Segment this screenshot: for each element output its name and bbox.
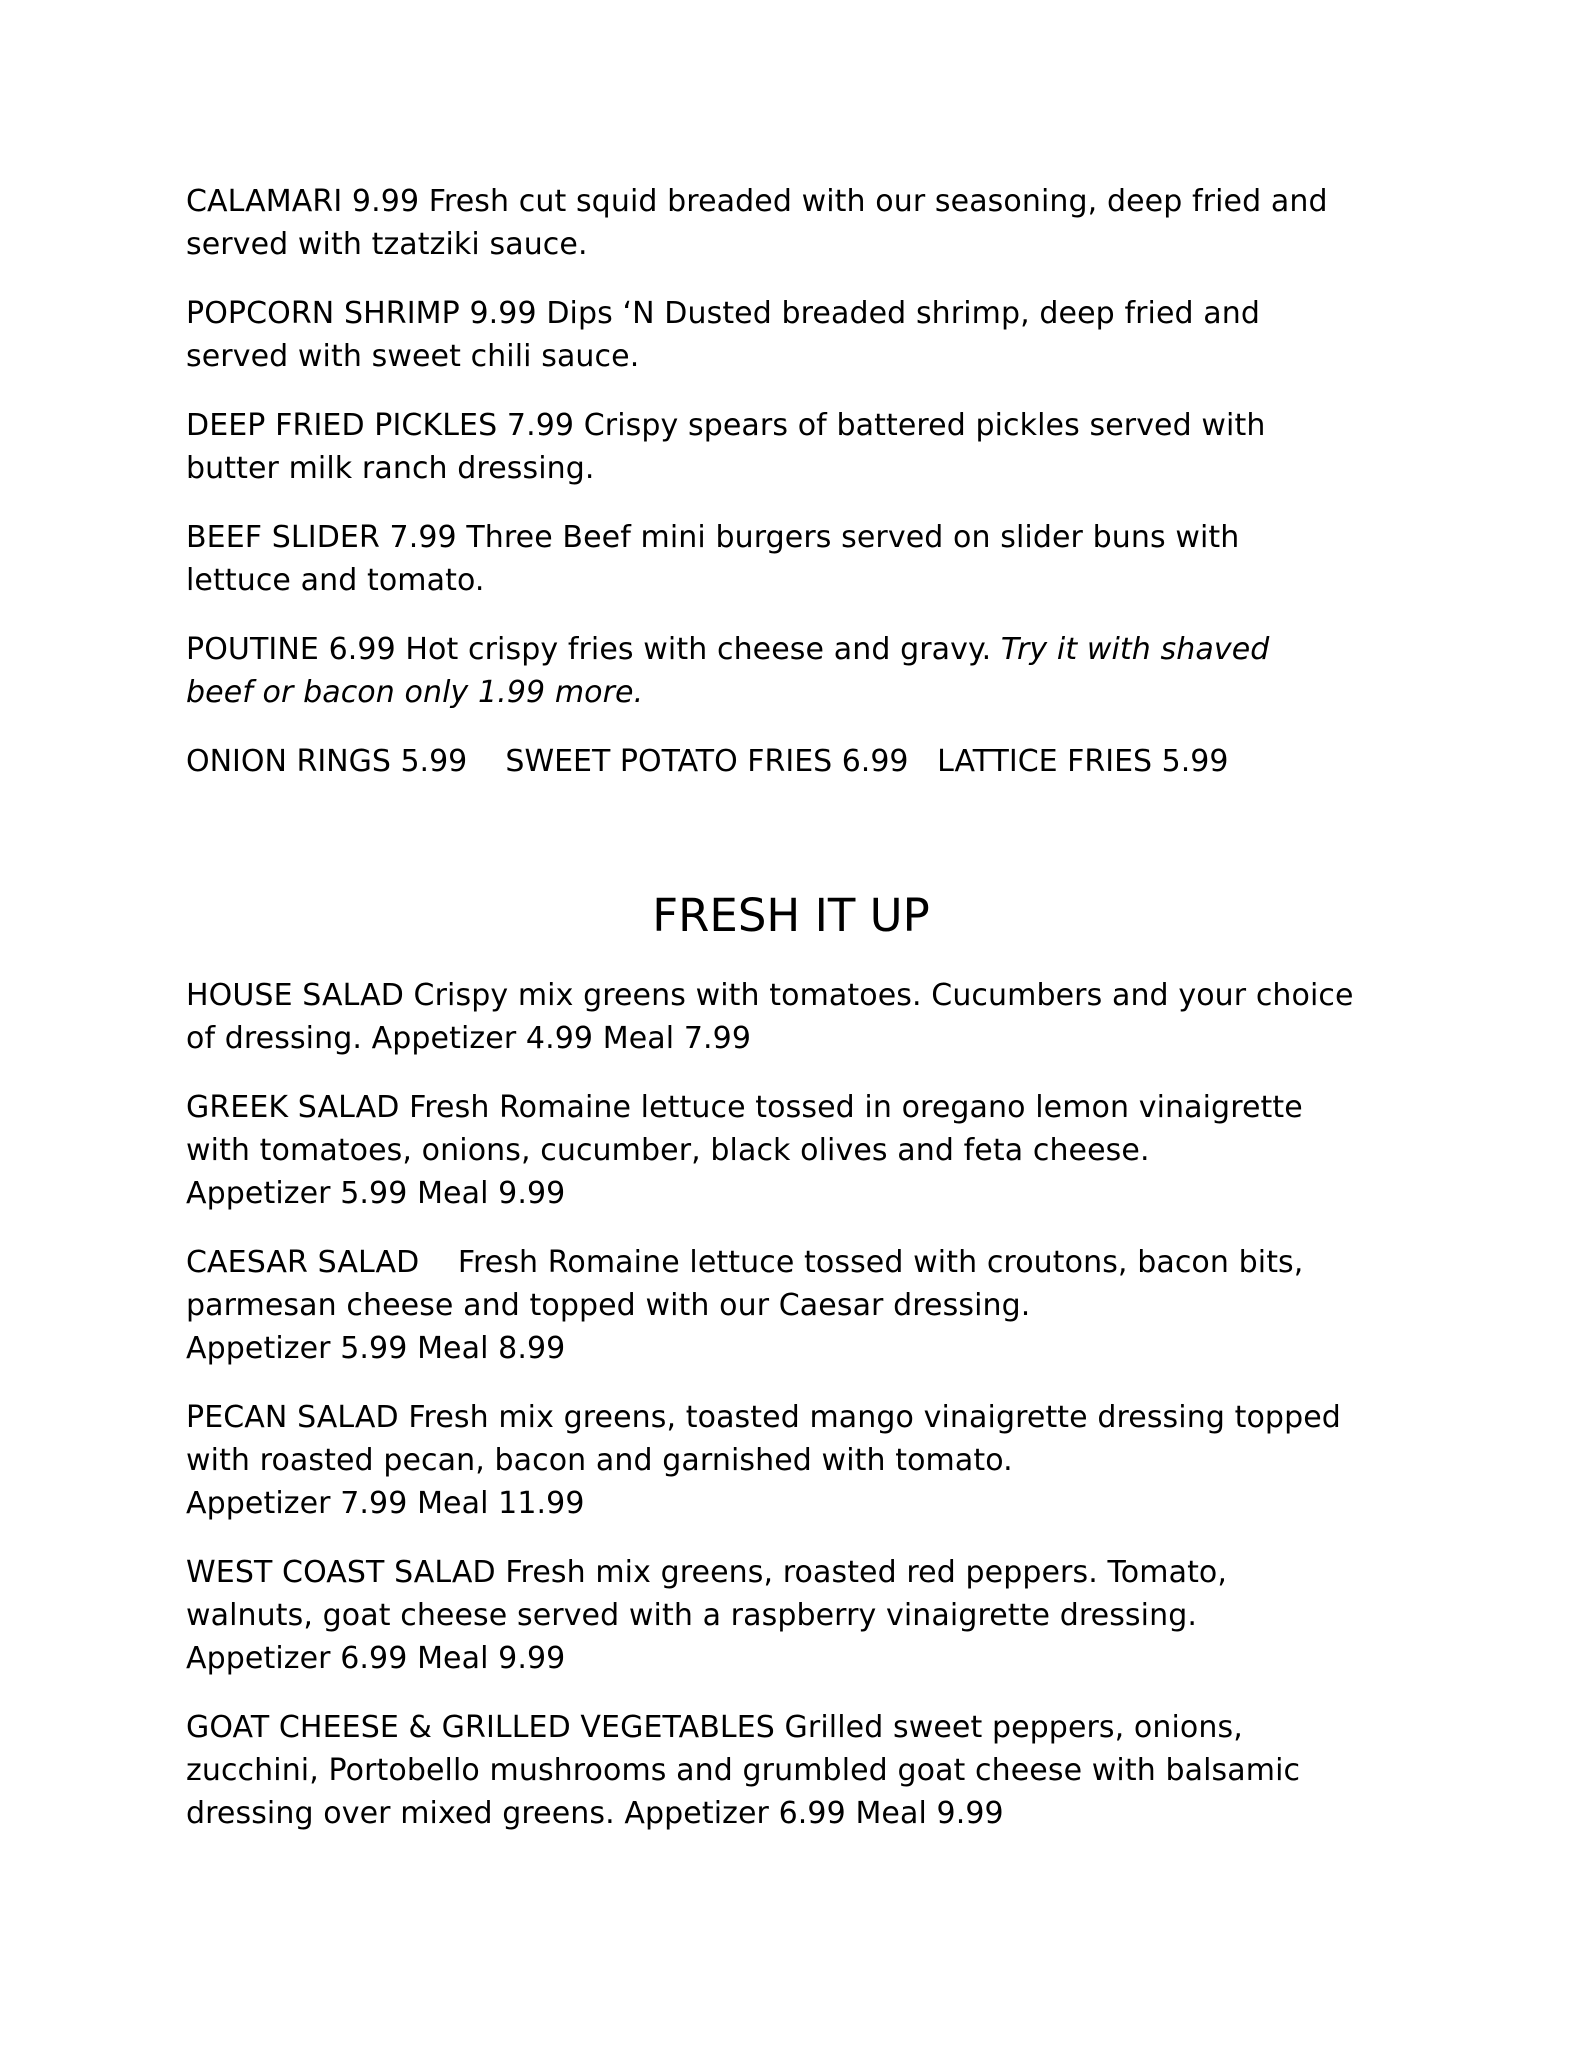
menu-item-beef-slider	[186, 516, 1416, 602]
menu-item-price: Appetizer 7.99 Meal 11.99	[186, 1486, 585, 1521]
menu-item-text: CALAMARI 9.99 Fresh cut squid breaded with our seasoning, deep fried and	[186, 184, 1328, 219]
menu-item-text: GOAT CHEESE & GRILLED VEGETABLES Grilled sweet peppers, onions,	[186, 1710, 1243, 1745]
menu-item-text: WEST COAST SALAD Fresh mix greens, roasted red peppers. Tomato,	[186, 1555, 1228, 1590]
poutine-description: POUTINE 6.99 Hot crispy fries with cheese and gravy.	[186, 632, 1001, 667]
menu-item-text: walnuts, goat cheese served with a raspberry vinaigrette dressing.	[186, 1598, 1197, 1633]
menu-item-pecan-salad	[186, 1396, 1416, 1525]
sides-line: ONION RINGS 5.99 SWEET POTATO FRIES 6.99 LATTICE FRIES 5.99	[186, 744, 1229, 779]
menu-item-calamari	[186, 180, 1416, 266]
appetizers-section	[186, 180, 1416, 783]
menu-item-text: served with tzatziki sauce.	[186, 227, 588, 262]
poutine-addon-note-cont: beef or bacon only 1.99 more.	[186, 675, 644, 710]
menu-item-text: butter milk ranch dressing.	[186, 451, 595, 486]
menu-item-text: POPCORN SHRIMP 9.99 Dips ‘N Dusted breaded shrimp, deep fried and	[186, 296, 1261, 331]
menu-item-deep-fried-pickles	[186, 404, 1416, 490]
menu-item-west-coast-salad	[186, 1551, 1416, 1680]
menu-item-caesar-salad	[186, 1241, 1416, 1370]
menu-item-goat-cheese-grilled-vegetables	[186, 1706, 1416, 1835]
menu-item-text: with tomatoes, onions, cucumber, black olives and feta cheese.	[186, 1133, 1150, 1168]
menu-item-text: CAESAR SALAD Fresh Romaine lettuce tossed with croutons, bacon bits,	[186, 1245, 1304, 1280]
menu-item-text: BEEF SLIDER 7.99 Three Beef mini burgers served on slider buns with	[186, 520, 1240, 555]
menu-item-text: lettuce and tomato.	[186, 563, 485, 598]
menu-item-text	[186, 628, 1416, 671]
menu-item-price: Appetizer 6.99 Meal 9.99	[186, 1641, 566, 1676]
menu-item-text: zucchini, Portobello mushrooms and grumbled goat cheese with balsamic	[186, 1753, 1301, 1788]
menu-item-text: DEEP FRIED PICKLES 7.99 Crispy spears of battered pickles served with	[186, 408, 1266, 443]
menu-item-text: dressing over mixed greens. Appetizer 6.99 Meal 9.99	[186, 1796, 1004, 1831]
menu-item-greek-salad	[186, 1086, 1416, 1215]
menu-item-text: parmesan cheese and topped with our Caesar dressing.	[186, 1288, 1031, 1323]
menu-item-text: of dressing. Appetizer 4.99 Meal 7.99	[186, 1021, 752, 1056]
menu-item-poutine	[186, 628, 1416, 714]
menu-item-text: HOUSE SALAD Crispy mix greens with tomatoes. Cucumbers and your choice	[186, 978, 1354, 1013]
salads-section	[186, 974, 1416, 1861]
section-title: FRESH IT UP	[652, 889, 930, 942]
menu-item-text: PECAN SALAD Fresh mix greens, toasted mango vinaigrette dressing topped	[186, 1400, 1341, 1435]
menu-item-price: Appetizer 5.99 Meal 8.99	[186, 1331, 566, 1366]
poutine-addon-note: Try it with shaved	[1000, 632, 1270, 667]
menu-item-price: Appetizer 5.99 Meal 9.99	[186, 1176, 566, 1211]
menu-item-house-salad	[186, 974, 1416, 1060]
menu-item-text: with roasted pecan, bacon and garnished with tomato.	[186, 1443, 1013, 1478]
menu-item-text: served with sweet chili sauce.	[186, 339, 640, 374]
menu-item-text: GREEK SALAD Fresh Romaine lettuce tossed in oregano lemon vinaigrette	[186, 1090, 1303, 1125]
menu-item-popcorn-shrimp	[186, 292, 1416, 378]
